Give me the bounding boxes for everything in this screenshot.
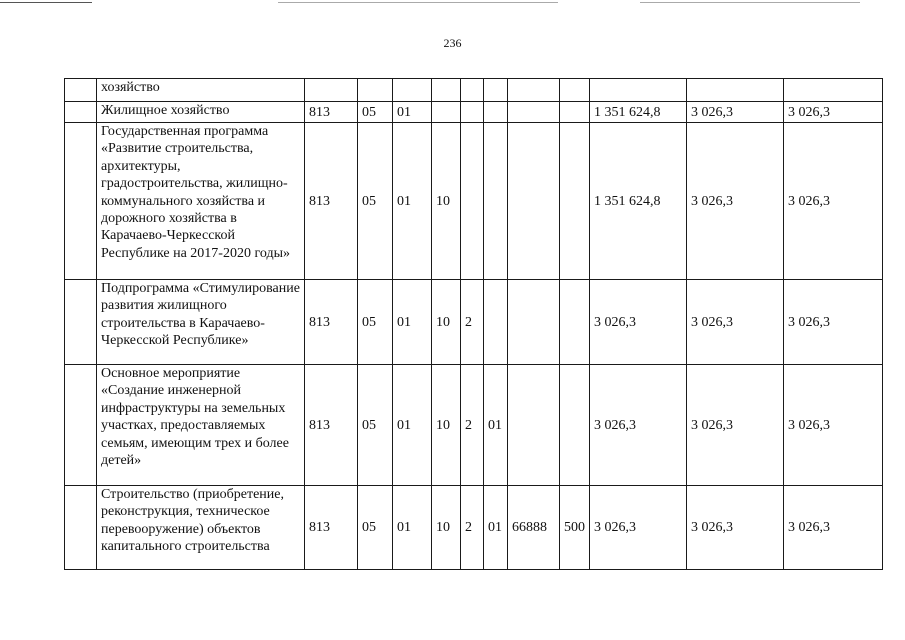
direction-code bbox=[508, 365, 560, 486]
amount-1: 1 351 624,8 bbox=[590, 102, 687, 123]
subprogram-code bbox=[461, 102, 484, 123]
activity-code: 01 bbox=[484, 365, 508, 486]
amount-3: 3 026,3 bbox=[784, 365, 883, 486]
section-code: 05 bbox=[358, 365, 393, 486]
row-name: Жилищное хозяйство bbox=[97, 102, 305, 123]
expense-type-code bbox=[560, 102, 590, 123]
scan-edge-line bbox=[278, 2, 558, 3]
direction-code bbox=[508, 102, 560, 123]
row-name: Государственная программа «Развитие строительства, архитектуры, градостроительства, жилищно-коммунального хозяйства и дорожного хозяйства в Карачаево-Черкесской Республике на 2017-2020 годы» bbox=[97, 123, 305, 280]
row-number-cell bbox=[65, 365, 97, 486]
subsection-code: 01 bbox=[393, 280, 432, 365]
amount-2 bbox=[687, 79, 784, 102]
subprogram-code: 2 bbox=[461, 486, 484, 570]
amount-3: 3 026,3 bbox=[784, 486, 883, 570]
amount-1 bbox=[590, 79, 687, 102]
direction-code bbox=[508, 79, 560, 102]
expense-type-code: 500 bbox=[560, 486, 590, 570]
table-row bbox=[65, 365, 883, 486]
amount-1: 3 026,3 bbox=[590, 365, 687, 486]
row-number-cell bbox=[65, 486, 97, 570]
activity-code bbox=[484, 79, 508, 102]
activity-code bbox=[484, 123, 508, 280]
program-code: 10 bbox=[432, 280, 461, 365]
row-name: хозяйство bbox=[97, 79, 305, 102]
adm-code: 813 bbox=[305, 486, 358, 570]
table-row bbox=[65, 280, 883, 365]
expense-type-code bbox=[560, 365, 590, 486]
amount-1: 3 026,3 bbox=[590, 280, 687, 365]
adm-code: 813 bbox=[305, 102, 358, 123]
subsection-code: 01 bbox=[393, 365, 432, 486]
table-row bbox=[65, 486, 883, 570]
amount-1: 1 351 624,8 bbox=[590, 123, 687, 280]
subsection-code: 01 bbox=[393, 123, 432, 280]
expense-type-code bbox=[560, 79, 590, 102]
program-code bbox=[432, 79, 461, 102]
direction-code bbox=[508, 280, 560, 365]
section-code: 05 bbox=[358, 123, 393, 280]
expense-type-code bbox=[560, 280, 590, 365]
expense-type-code bbox=[560, 123, 590, 280]
subprogram-code bbox=[461, 79, 484, 102]
subsection-code: 01 bbox=[393, 102, 432, 123]
table-row bbox=[65, 123, 883, 280]
amount-2: 3 026,3 bbox=[687, 280, 784, 365]
activity-code bbox=[484, 280, 508, 365]
amount-3 bbox=[784, 79, 883, 102]
amount-3: 3 026,3 bbox=[784, 280, 883, 365]
program-code: 10 bbox=[432, 486, 461, 570]
amount-1: 3 026,3 bbox=[590, 486, 687, 570]
row-name: Основное мероприятие «Создание инженерной инфраструктуры на земельных участках, предоставляемых семьям, имеющим трех и более детей» bbox=[97, 365, 305, 486]
amount-2: 3 026,3 bbox=[687, 486, 784, 570]
program-code: 10 bbox=[432, 365, 461, 486]
adm-code: 813 bbox=[305, 280, 358, 365]
budget-table bbox=[64, 78, 883, 570]
section-code bbox=[358, 79, 393, 102]
subsection-code: 01 bbox=[393, 486, 432, 570]
table-row bbox=[65, 102, 883, 123]
amount-2: 3 026,3 bbox=[687, 365, 784, 486]
subprogram-code: 2 bbox=[461, 280, 484, 365]
subprogram-code bbox=[461, 123, 484, 280]
section-code: 05 bbox=[358, 280, 393, 365]
row-name: Строительство (приобретение, реконструкция, техническое перевооружение) объектов капитального строительства bbox=[97, 486, 305, 570]
adm-code: 813 bbox=[305, 123, 358, 280]
row-number-cell bbox=[65, 102, 97, 123]
program-code: 10 bbox=[432, 123, 461, 280]
amount-3: 3 026,3 bbox=[784, 123, 883, 280]
adm-code bbox=[305, 79, 358, 102]
amount-3: 3 026,3 bbox=[784, 102, 883, 123]
program-code bbox=[432, 102, 461, 123]
amount-2: 3 026,3 bbox=[687, 102, 784, 123]
direction-code bbox=[508, 123, 560, 280]
adm-code: 813 bbox=[305, 365, 358, 486]
page-number: 236 bbox=[443, 36, 462, 50]
row-number-cell bbox=[65, 79, 97, 102]
scan-edge-line bbox=[640, 2, 860, 3]
section-code: 05 bbox=[358, 102, 393, 123]
subsection-code bbox=[393, 79, 432, 102]
row-name: Подпрограмма «Стимулирование развития жилищного строительства в Карачаево-Черкесской Республике» bbox=[97, 280, 305, 365]
row-number-cell bbox=[65, 123, 97, 280]
subprogram-code: 2 bbox=[461, 365, 484, 486]
amount-2: 3 026,3 bbox=[687, 123, 784, 280]
direction-code: 66888 bbox=[508, 486, 560, 570]
row-number-cell bbox=[65, 280, 97, 365]
activity-code bbox=[484, 102, 508, 123]
section-code: 05 bbox=[358, 486, 393, 570]
activity-code: 01 bbox=[484, 486, 508, 570]
scan-edge-line bbox=[0, 2, 92, 3]
table-row bbox=[65, 79, 883, 102]
